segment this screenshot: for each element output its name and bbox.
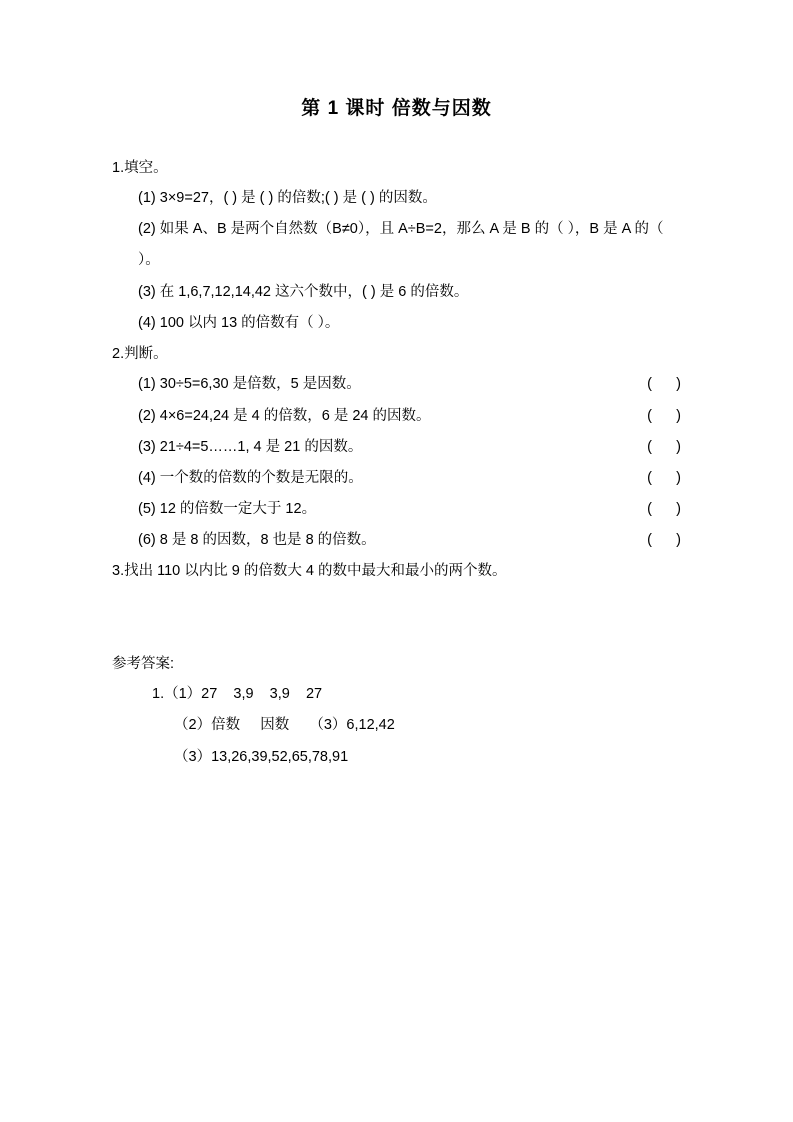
judge-item-2-answer-box[interactable]: ( ) bbox=[647, 407, 681, 424]
judge-item-5-text: (5) 12 的倍数一定大于 12。 bbox=[138, 501, 317, 518]
judge-item-4-text: (4) 一个数的倍数的个数是无限的。 bbox=[138, 469, 363, 486]
judge-item-2-text: (2) 4×6=24,24 是 4 的倍数，6 是 24 的因数。 bbox=[138, 407, 431, 424]
judge-item-4 bbox=[112, 463, 681, 494]
judge-item-2 bbox=[112, 401, 681, 432]
judge-item-3-text: (3) 21÷4=5……1, 4 是 21 的因数。 bbox=[138, 438, 363, 455]
judge-item-5-answer-box[interactable]: ( ) bbox=[647, 501, 681, 518]
judge-item-6-answer-box[interactable]: ( ) bbox=[647, 532, 681, 549]
fill-blank-item-4: (4) 100 以内 13 的倍数有（ ）。 bbox=[138, 314, 340, 331]
judge-item-6-text: (6) 8 是 8 的因数，8 也是 8 的倍数。 bbox=[138, 532, 376, 549]
judge-item-3-answer-box[interactable]: ( ) bbox=[647, 438, 681, 455]
answer-line-3: （3）13,26,39,52,65,78,91 bbox=[174, 748, 349, 765]
judge-item-1-text: (1) 30÷5=6,30 是倍数，5 是因数。 bbox=[138, 376, 361, 393]
judge-item-4-answer-box[interactable]: ( ) bbox=[647, 469, 681, 486]
judge-item-3 bbox=[112, 432, 681, 463]
work-space bbox=[112, 587, 681, 649]
question-3: 3.找出 110 以内比 9 的倍数大 4 的数中最大和最小的两个数。 bbox=[112, 563, 507, 580]
fill-blank-item-1: (1) 3×9=27，( ) 是 ( ) 的倍数;( ) 是 ( ) 的因数。 bbox=[138, 190, 437, 207]
answer-line-1: 1.（1）27 3,9 3,9 27 bbox=[152, 686, 323, 703]
section-1-heading: 1.填空。 bbox=[112, 159, 168, 176]
fill-blank-item-2: (2) 如果 A、B 是两个自然数（B≠0），且 A÷B=2，那么 A 是 B 的（ ），B 是 A 的（ ）。 bbox=[138, 221, 664, 269]
answer-line-2: （2）倍数 因数 （3）6,12,42 bbox=[174, 717, 395, 734]
fill-blank-item-3: (3) 在 1,6,7,12,14,42 这六个数中，( ) 是 6 的倍数。 bbox=[138, 283, 469, 300]
judge-item-5 bbox=[112, 494, 681, 525]
page-title: 第 1 课时 倍数与因数 bbox=[301, 98, 492, 119]
judge-item-6 bbox=[112, 525, 681, 556]
judge-item-1 bbox=[112, 369, 681, 400]
answers-heading: 参考答案: bbox=[112, 655, 175, 672]
section-2-heading: 2.判断。 bbox=[112, 345, 168, 362]
judge-item-1-answer-box[interactable]: ( ) bbox=[647, 376, 681, 393]
